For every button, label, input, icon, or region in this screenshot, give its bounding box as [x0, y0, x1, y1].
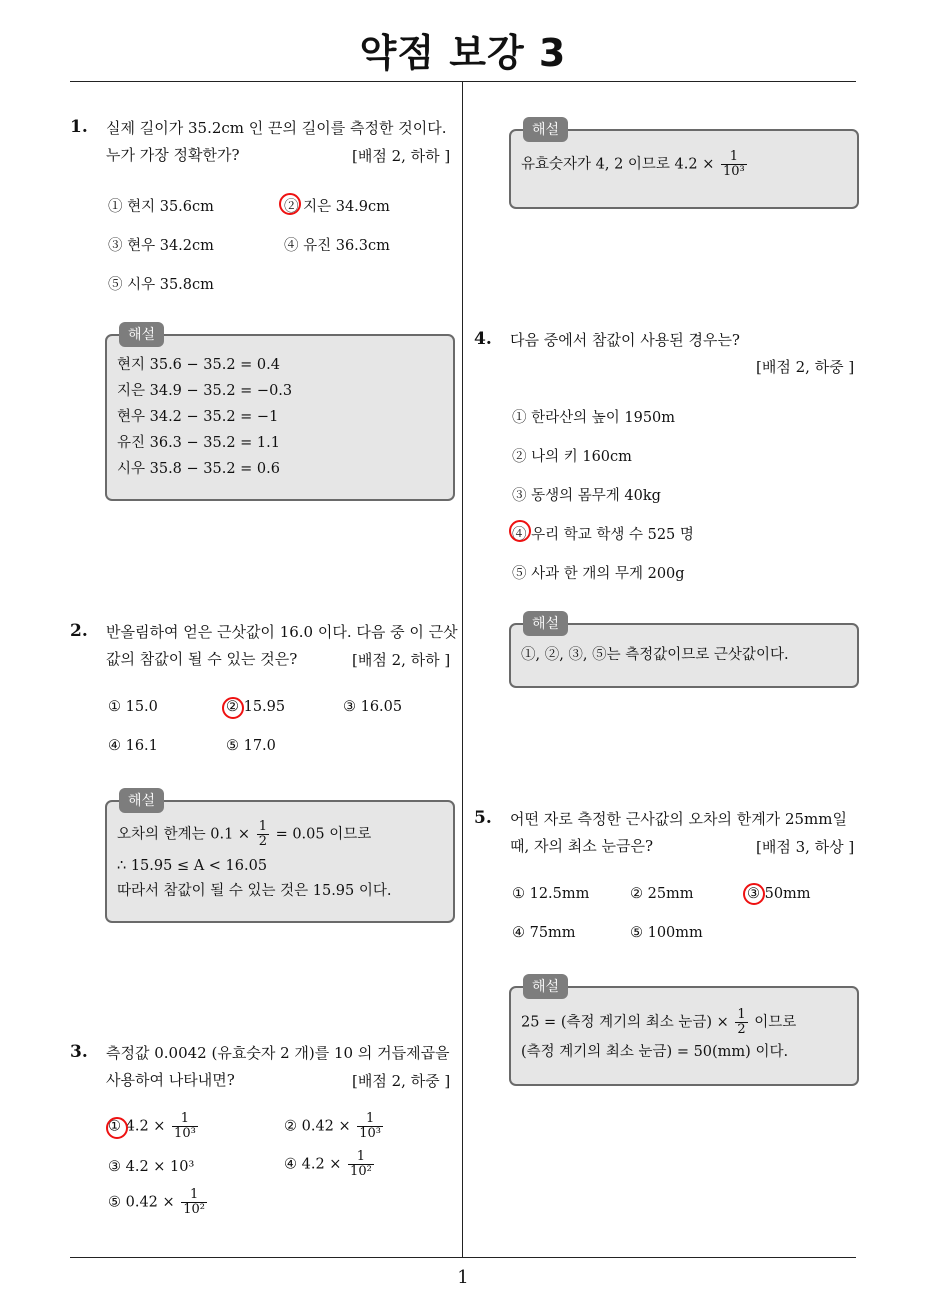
- q5-option-3[interactable]: ③ 50mm: [747, 886, 811, 902]
- question-3-number: 3.: [70, 1042, 88, 1062]
- header-rule: [70, 81, 856, 82]
- q1-explanation-line: 현지 35.6 − 35.2 = 0.4: [117, 357, 280, 373]
- q2-option-1[interactable]: ① 15.0: [108, 699, 158, 715]
- question-4-number: 4.: [474, 329, 492, 349]
- q2-answer-mark: [222, 697, 244, 719]
- q1-explanation-line: 유진 36.3 − 35.2 = 1.1: [117, 435, 280, 451]
- q4-answer-mark: [509, 520, 531, 542]
- q3-explanation-tag: 해설: [523, 117, 568, 142]
- q1-answer-mark: [279, 193, 301, 215]
- question-3-line2: 사용하여 나타내면?: [106, 1071, 235, 1089]
- q4-explanation-tag: 해설: [523, 611, 568, 636]
- q3-explanation-text: 유효숫자가 4, 2 이므로 4.2 ×: [521, 156, 715, 173]
- q2-option-2[interactable]: ② 15.95: [226, 699, 286, 715]
- fraction-denominator: 10²: [183, 1202, 206, 1217]
- q3-explanation-fraction: [721, 150, 747, 179]
- q2-explanation-text: 오차의 한계는 0.1 ×: [117, 826, 251, 843]
- question-5-line2: 때, 자의 최소 눈금은?: [510, 837, 654, 855]
- fraction-numerator: 1: [721, 150, 747, 165]
- fraction-denominator: 2: [737, 1022, 746, 1037]
- q5-option-1[interactable]: ① 12.5mm: [512, 886, 590, 902]
- q3-answer-mark: [106, 1117, 128, 1139]
- q3-option-label: ② 0.42 ×: [284, 1118, 351, 1135]
- q3-option-3[interactable]: ③ 4.2 × 10³: [108, 1159, 195, 1175]
- q1-explanation-line: 현우 34.2 − 35.2 = −1: [117, 409, 279, 425]
- question-1-meta: [배점 2, 하하 ]: [352, 147, 451, 165]
- q1-option-2[interactable]: ② 지은 34.9cm: [284, 199, 390, 215]
- q2-explanation-text: = 0.05 이므로: [275, 826, 372, 843]
- q1-explanation-tag: 해설: [119, 322, 164, 347]
- q5-option-4[interactable]: ④ 75mm: [512, 925, 576, 941]
- fraction-denominator: 10³: [359, 1126, 382, 1141]
- q1-option-4[interactable]: ④ 유진 36.3cm: [284, 238, 390, 254]
- question-5-meta: [배점 3, 하상 ]: [756, 838, 855, 856]
- question-2-line2: 값의 참값이 될 수 있는 것은?: [106, 650, 298, 668]
- q2-option-3[interactable]: ③ 16.05: [343, 699, 403, 715]
- q1-option-1[interactable]: ① 현지 35.6cm: [108, 199, 214, 215]
- q5-option-2[interactable]: ② 25mm: [630, 886, 694, 902]
- q4-option-5[interactable]: ⑤ 사과 한 개의 무게 200g: [512, 566, 685, 582]
- q2-explanation-line3: 따라서 참값이 될 수 있는 것은 15.95 이다.: [117, 883, 392, 899]
- q1-option-5[interactable]: ⑤ 시우 35.8cm: [108, 277, 214, 293]
- q3-option-fraction: [181, 1188, 207, 1217]
- page-title: 약점 보강 3: [359, 31, 567, 75]
- q5-option-5[interactable]: ⑤ 100mm: [630, 925, 703, 941]
- q4-explanation-line: ①, ②, ③, ⑤는 측정값이므로 근삿값이다.: [521, 647, 789, 663]
- question-4-line1: 다음 중에서 참값이 사용된 경우는?: [510, 331, 740, 349]
- q3-option-fraction: [357, 1112, 383, 1141]
- q2-explanation-tag: 해설: [119, 788, 164, 813]
- fraction-denominator: 2: [258, 834, 267, 849]
- q1-option-3[interactable]: ③ 현우 34.2cm: [108, 238, 214, 254]
- q3-option-fraction: [172, 1112, 198, 1141]
- question-2-number: 2.: [70, 621, 88, 641]
- q3-option-4[interactable]: [284, 1150, 376, 1179]
- fraction-denominator: 10²: [350, 1164, 372, 1179]
- q3-option-label: ⑤ 0.42 ×: [108, 1194, 175, 1211]
- question-5-number: 5.: [474, 808, 492, 828]
- question-1-line1: 실제 길이가 35.2cm 인 끈의 길이를 측정한 것이다.: [106, 119, 447, 137]
- q2-option-4[interactable]: ④ 16.1: [108, 738, 158, 754]
- q5-explanation-tag: 해설: [523, 974, 568, 999]
- q3-option-fraction: [348, 1150, 374, 1179]
- q2-explanation-fraction: [257, 820, 269, 849]
- question-1-number: 1.: [70, 117, 88, 137]
- q5-explanation-line2: (측정 계기의 최소 눈금) = 50(mm) 이다.: [521, 1044, 789, 1060]
- q4-option-1[interactable]: ① 한라산의 높이 1950m: [512, 410, 676, 426]
- q4-option-4[interactable]: ④ 우리 학교 학생 수 525 명: [512, 527, 694, 543]
- question-3-line1: 측정값 0.0042 (유효숫자 2 개)를 10 의 거듭제곱을: [106, 1044, 450, 1062]
- q5-explanation-line1: [521, 1008, 796, 1037]
- q4-option-2[interactable]: ② 나의 키 160cm: [512, 449, 632, 465]
- footer-rule: [70, 1257, 856, 1258]
- question-5-line1: 어떤 자로 측정한 근사값의 오차의 한계가 25mm일: [510, 810, 847, 828]
- question-4-meta: [배점 2, 하중 ]: [756, 358, 855, 376]
- q2-explanation-line1: [117, 820, 371, 849]
- question-2-line1: 반올림하여 얻은 근삿값이 16.0 이다. 다음 중 이 근삿: [106, 623, 458, 641]
- fraction-denominator: 10³: [722, 164, 745, 179]
- fraction-numerator: 1: [172, 1112, 198, 1127]
- fraction-denominator: 10³: [174, 1126, 196, 1141]
- q5-explanation-fraction: [735, 1008, 747, 1037]
- q4-option-3[interactable]: ③ 동생의 몸무게 40kg: [512, 488, 661, 504]
- q3-option-2[interactable]: [284, 1112, 385, 1141]
- page-number: 1: [457, 1267, 469, 1288]
- question-1-line2: 누가 가장 정확한가?: [106, 146, 240, 164]
- column-divider: [462, 82, 463, 1258]
- question-3-meta: [배점 2, 하중 ]: [352, 1072, 451, 1090]
- fraction-numerator: 1: [348, 1150, 374, 1165]
- q2-explanation-line2: ∴ 15.95 ≤ A < 16.05: [117, 858, 268, 874]
- q3-option-label: ① 4.2 ×: [108, 1118, 166, 1135]
- q5-answer-mark: [743, 883, 765, 905]
- q2-option-5[interactable]: ⑤ 17.0: [226, 738, 276, 754]
- fraction-numerator: 1: [181, 1188, 207, 1203]
- q3-explanation-line: [521, 150, 749, 179]
- q1-explanation-line: 지은 34.9 − 35.2 = −0.3: [117, 383, 293, 399]
- q5-explanation-text: 이므로: [754, 1014, 797, 1031]
- q1-explanation-line: 시우 35.8 − 35.2 = 0.6: [117, 461, 280, 477]
- q3-option-label: ④ 4.2 ×: [284, 1156, 342, 1173]
- fraction-numerator: 1: [357, 1112, 383, 1127]
- fraction-numerator: 1: [258, 819, 267, 834]
- q3-option-5[interactable]: [108, 1188, 209, 1217]
- fraction-numerator: 1: [737, 1007, 746, 1022]
- question-2-meta: [배점 2, 하하 ]: [352, 651, 451, 669]
- q5-explanation-text: 25 = (측정 계기의 최소 눈금) ×: [521, 1014, 729, 1031]
